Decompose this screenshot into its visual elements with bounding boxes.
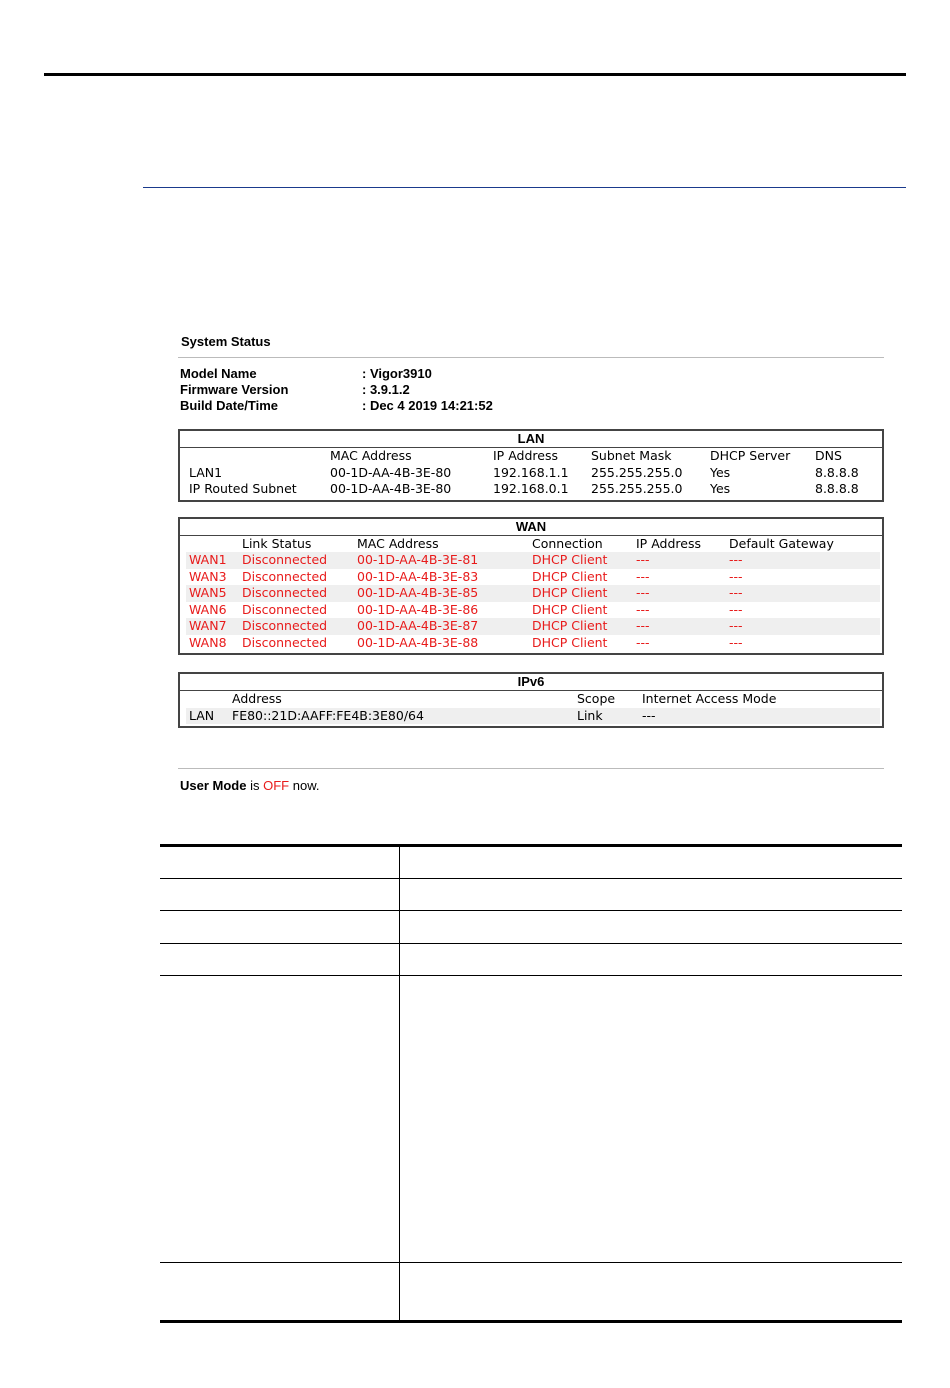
header-cell: IP Address — [493, 448, 558, 463]
table-row — [186, 552, 880, 569]
table-cell: --- — [729, 601, 743, 617]
table-rule — [160, 910, 902, 911]
table-cell: WAN3 — [189, 568, 227, 584]
table-cell: 00-1D-AA-4B-3E-88 — [357, 634, 479, 650]
info-label: Firmware Version — [180, 382, 289, 397]
table-column-rule — [399, 844, 400, 1322]
header-cell: Internet Access Mode — [642, 691, 777, 706]
table-cell: --- — [729, 634, 743, 650]
table-rule — [160, 1262, 902, 1263]
table-cell: DHCP Client — [532, 601, 608, 617]
header-cell: Scope — [577, 691, 616, 706]
table-row — [186, 481, 880, 498]
table-cell: --- — [636, 634, 650, 650]
table-cell: 00-1D-AA-4B-3E-87 — [354, 618, 529, 635]
table-cell: 192.168.0.1 — [493, 481, 569, 496]
wan-table — [178, 517, 884, 656]
table-header-row — [186, 691, 880, 708]
table-rule — [160, 943, 902, 944]
table-cell: Disconnected — [239, 552, 354, 569]
info-label: Build Date/Time — [180, 398, 279, 413]
info-row-build — [178, 398, 884, 414]
wan-title: WAN — [180, 519, 882, 536]
header-cell — [186, 536, 239, 553]
table-row — [186, 708, 880, 725]
table-cell: 192.168.1.1 — [493, 464, 569, 480]
table-cell: --- — [726, 585, 880, 602]
ipv6-table — [178, 672, 884, 728]
info-label: Model Name — [180, 366, 257, 381]
system-status-panel — [178, 333, 884, 793]
header-cell: DNS — [815, 448, 842, 463]
device-info — [178, 366, 884, 414]
table-cell: --- — [726, 618, 880, 635]
info-value: : Vigor3910 — [362, 366, 432, 381]
section-rule — [143, 187, 906, 188]
table-header-row — [186, 448, 880, 465]
header-cell: MAC Address — [330, 448, 412, 463]
table-cell: IP Routed Subnet — [189, 481, 297, 496]
table-cell: 00-1D-AA-4B-3E-80 — [330, 464, 452, 480]
table-row — [186, 602, 880, 619]
table-cell: WAN8 — [189, 634, 227, 650]
divider — [178, 357, 884, 358]
table-rule — [160, 1320, 902, 1323]
header-cell — [186, 691, 229, 708]
table-cell: WAN7 — [186, 618, 239, 635]
table-cell: 255.255.255.0 — [591, 464, 683, 480]
table-cell: --- — [636, 601, 650, 617]
table-cell: DHCP Client — [529, 585, 633, 602]
header-cell — [186, 448, 327, 465]
info-value: : Dec 4 2019 14:21:52 — [362, 398, 493, 413]
table-cell: --- — [639, 708, 880, 725]
info-value: : 3.9.1.2 — [362, 382, 410, 397]
table-cell: DHCP Client — [532, 568, 608, 584]
table-cell: Link — [574, 708, 639, 725]
page-top-rule — [44, 73, 906, 76]
lan-table — [178, 429, 884, 502]
table-cell: Disconnected — [239, 618, 354, 635]
table-cell: --- — [726, 552, 880, 569]
table-row — [186, 635, 880, 652]
user-mode-suffix: now. — [292, 778, 320, 793]
table-row — [186, 585, 880, 602]
lan-title: LAN — [180, 431, 882, 448]
table-row — [186, 465, 880, 482]
table-cell: DHCP Client — [529, 552, 633, 569]
table-cell: Disconnected — [242, 634, 328, 650]
header-cell: DHCP Server — [710, 448, 791, 463]
table-cell: Yes — [710, 464, 731, 480]
table-cell: --- — [633, 552, 726, 569]
table-cell: --- — [636, 568, 650, 584]
table-cell: Disconnected — [242, 568, 328, 584]
table-cell: LAN1 — [189, 464, 223, 480]
table-cell: 00-1D-AA-4B-3E-86 — [357, 601, 479, 617]
table-cell: WAN5 — [186, 585, 239, 602]
table-cell: 00-1D-AA-4B-3E-83 — [357, 568, 479, 584]
header-cell: Connection — [532, 535, 603, 551]
info-row-firmware — [178, 382, 884, 398]
table-cell: 00-1D-AA-4B-3E-85 — [354, 585, 529, 602]
table-rule — [160, 844, 902, 847]
table-row — [186, 618, 880, 635]
table-cell: 00-1D-AA-4B-3E-81 — [354, 552, 529, 569]
table-rule — [160, 878, 902, 879]
table-cell: 255.255.255.0 — [591, 481, 683, 496]
table-cell: 8.8.8.8 — [815, 481, 859, 496]
table-cell: 00-1D-AA-4B-3E-80 — [330, 481, 452, 496]
header-cell: IP Address — [636, 535, 701, 551]
user-mode-status — [178, 778, 884, 793]
table-cell: --- — [729, 568, 743, 584]
divider — [178, 768, 884, 769]
user-mode-label: User Mode — [180, 778, 247, 793]
info-row-model — [178, 366, 884, 382]
table-cell: 8.8.8.8 — [815, 464, 859, 480]
description-table — [160, 844, 902, 1323]
header-cell: Link Status — [242, 535, 312, 551]
table-header-row — [186, 536, 880, 553]
table-cell: --- — [633, 585, 726, 602]
user-mode-state: OFF — [263, 778, 290, 793]
table-cell: WAN6 — [189, 601, 227, 617]
table-cell: DHCP Client — [532, 634, 608, 650]
panel-title: System Status — [181, 334, 271, 349]
table-cell: FE80::21D:AAFF:FE4B:3E80/64 — [229, 708, 574, 725]
header-cell: Default Gateway — [729, 535, 834, 551]
header-cell: Address — [232, 691, 282, 706]
header-cell: Subnet Mask — [591, 448, 672, 463]
table-cell: DHCP Client — [529, 618, 633, 635]
table-row — [186, 569, 880, 586]
table-cell: WAN1 — [186, 552, 239, 569]
table-cell: --- — [633, 618, 726, 635]
header-cell: MAC Address — [357, 535, 439, 551]
user-mode-is: is — [250, 778, 260, 793]
table-cell: Disconnected — [242, 601, 328, 617]
table-cell: Yes — [710, 481, 731, 496]
ipv6-title: IPv6 — [180, 674, 882, 691]
table-rule — [160, 975, 902, 976]
table-cell: Disconnected — [239, 585, 354, 602]
table-cell: LAN — [186, 708, 229, 725]
